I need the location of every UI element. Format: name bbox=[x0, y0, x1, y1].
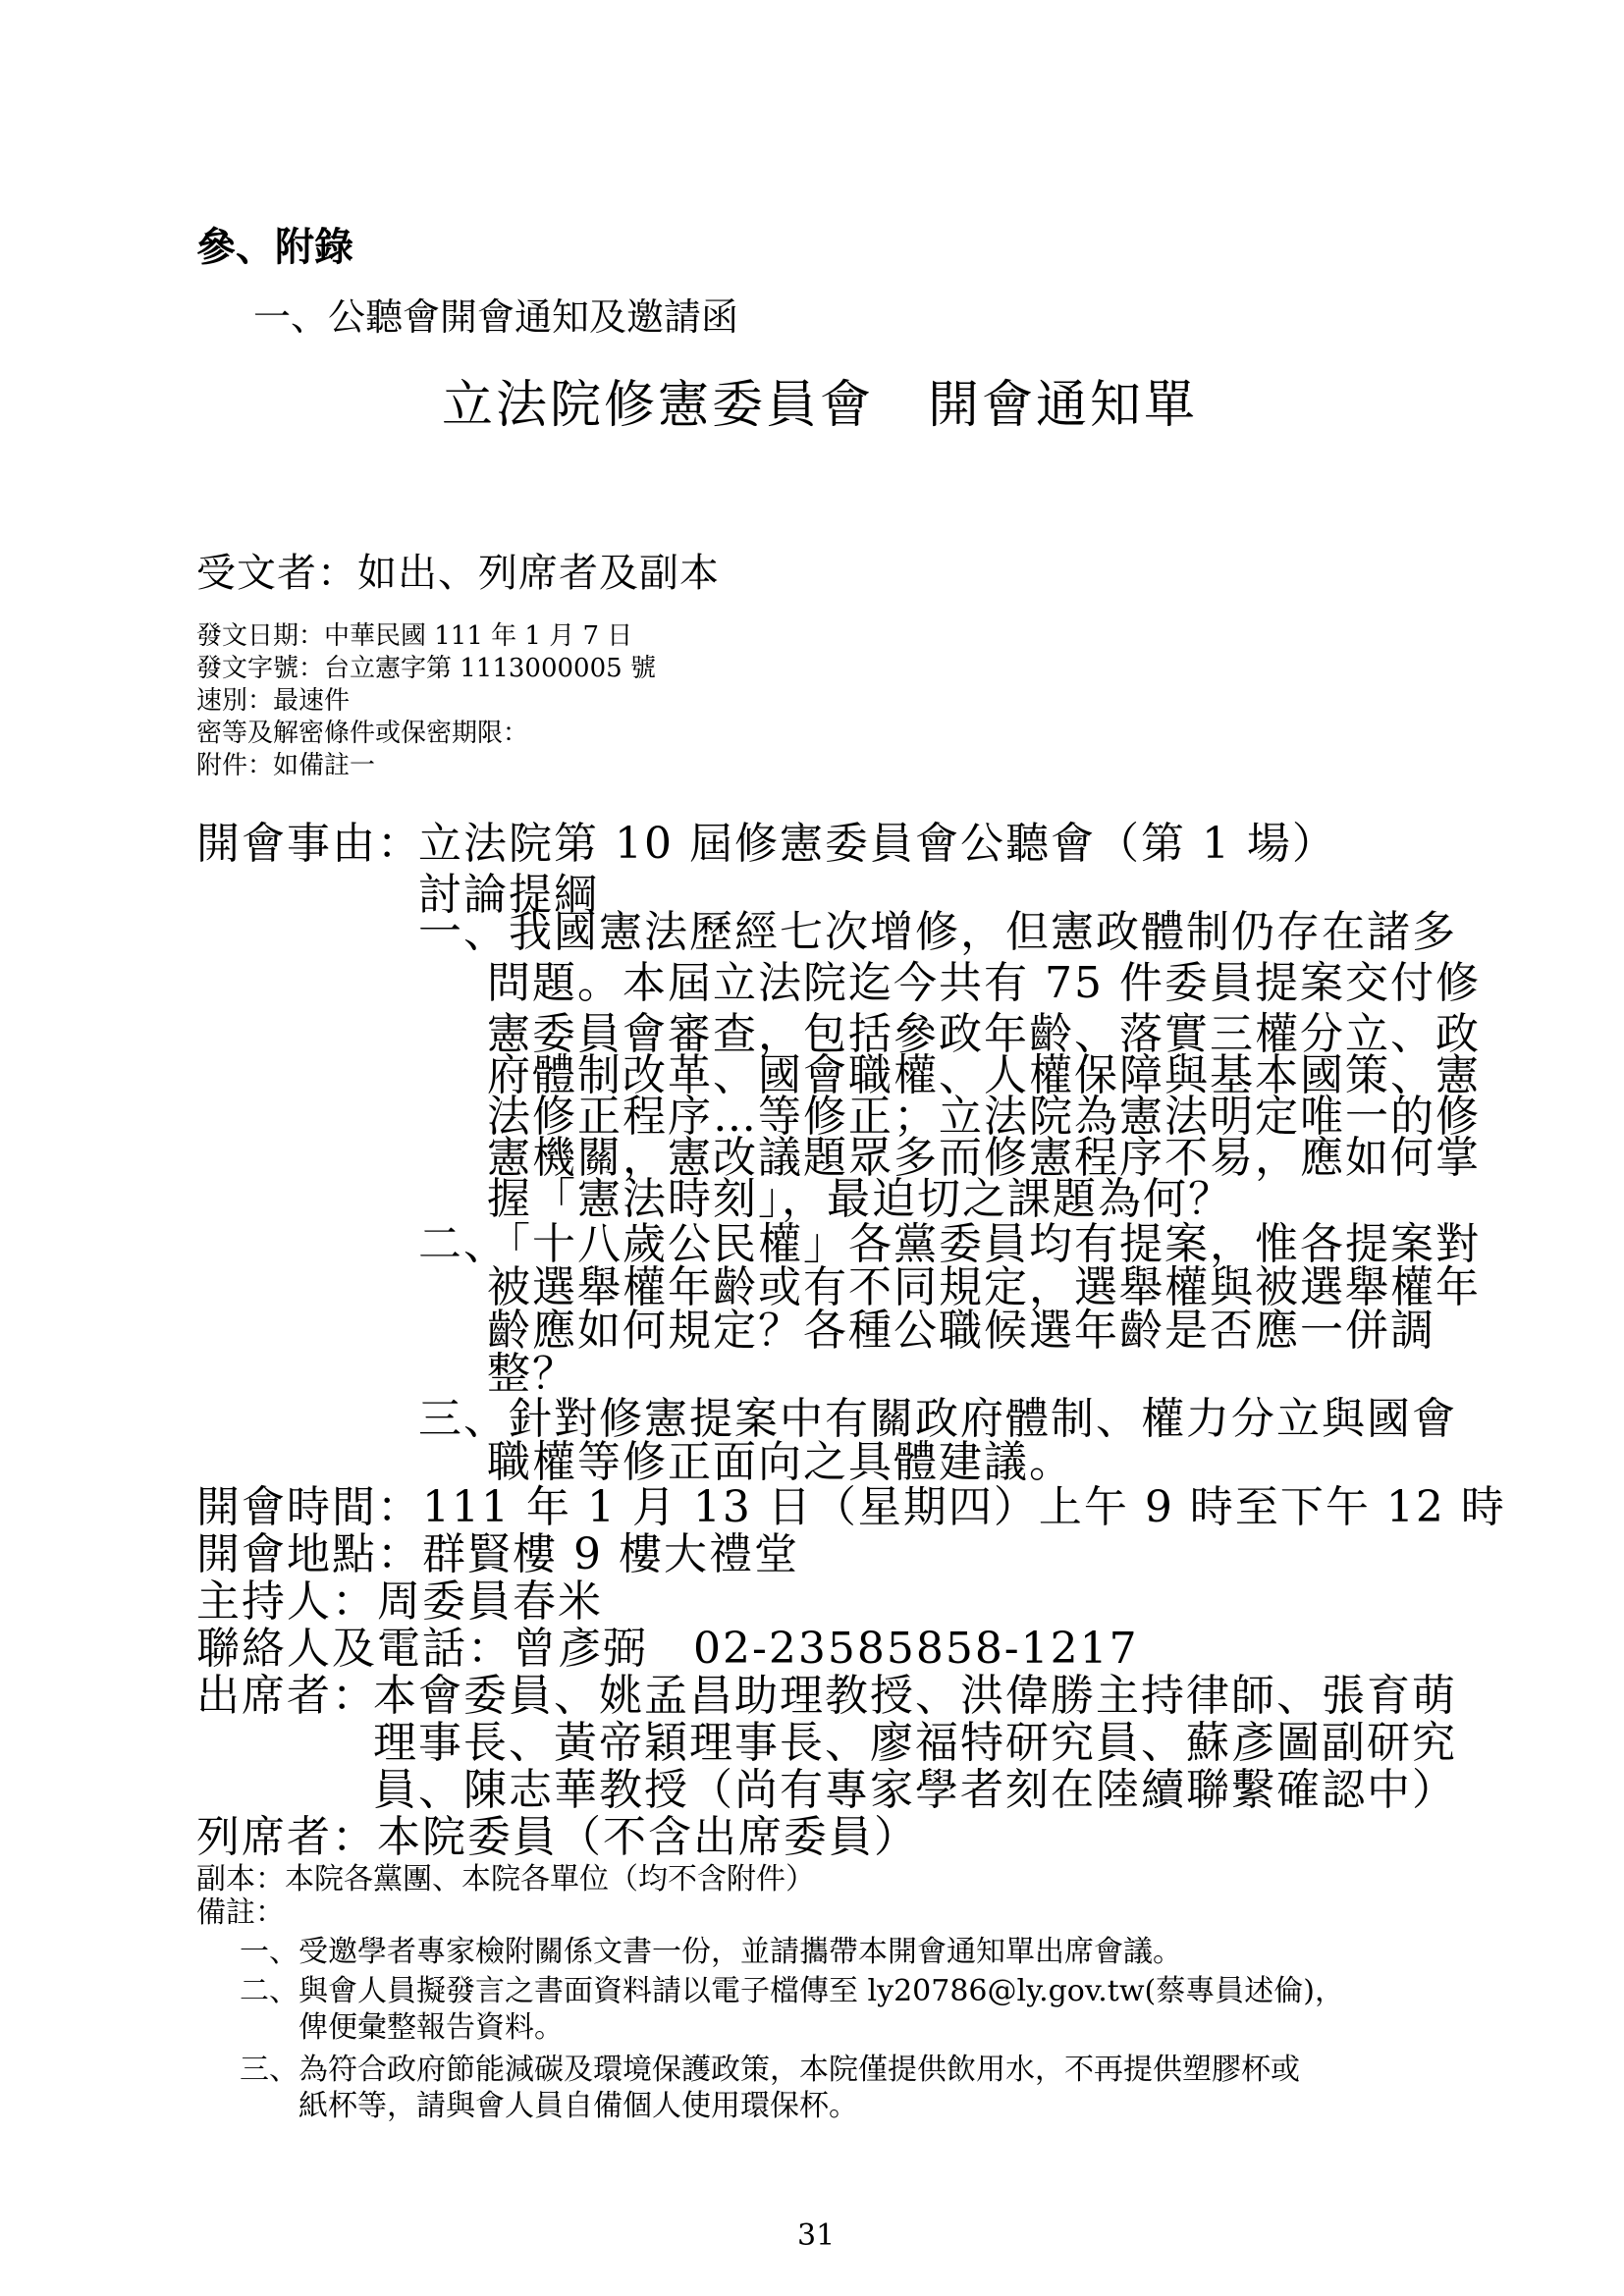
remark-number: 二、 bbox=[240, 1974, 298, 2008]
meeting-place: 開會地點：群賢樓 9 樓大禮堂 bbox=[196, 1529, 799, 1579]
outline-item-1-line: 憲委員會審查，包括參政年齡、落實三權分立、政 bbox=[487, 1009, 1481, 1059]
recipient: 受文者：如出、列席者及副本 bbox=[196, 551, 720, 596]
meta-issue-date: 發文日期：中華民國 111 年 1 月 7 日 bbox=[196, 621, 633, 651]
meta-speed: 速別：最速件 bbox=[196, 686, 351, 716]
reason-label: 開會事由： bbox=[196, 819, 422, 869]
outline-item-3-line: 職權等修正面向之具體建議。 bbox=[487, 1437, 1074, 1487]
outline-item-number: 二、 bbox=[418, 1219, 509, 1269]
meta-attachment: 附件：如備註一 bbox=[196, 751, 376, 780]
attendees-line: 員、陳志華教授（尚有專家學者刻在陸續聯繫確認中） bbox=[373, 1765, 1457, 1815]
outline-title: 討論提綱 bbox=[418, 870, 599, 920]
remark-text: 與會人員擬發言之書面資料請以電子檔傳至 ly20786@ly.gov.tw(蔡專員述倫)， bbox=[298, 1974, 1344, 2008]
subheading: 一、公聽會開會通知及邀請函 bbox=[253, 295, 739, 339]
remark-item-3 bbox=[240, 2052, 1300, 2088]
meta-doc-number: 發文字號：台立憲字第 1113000005 號 bbox=[196, 654, 656, 683]
remarks-label: 備註： bbox=[196, 1896, 285, 1930]
outline-item-1-line: 法修正程序…等修正；立法院為憲法明定唯一的修 bbox=[487, 1092, 1481, 1142]
contact: 聯絡人及電話：曾彥弼 02-23585858-1217 bbox=[196, 1624, 1139, 1674]
outline-item-1-line: 握「憲法時刻」，最迫切之課題為何？ bbox=[487, 1174, 1233, 1224]
outline-item-text: 「十八歲公民權」各黨委員均有提案，惟各提案對 bbox=[509, 1219, 1481, 1269]
section-heading: 參、附錄 bbox=[196, 225, 353, 270]
remark-item-2 bbox=[240, 1973, 1344, 2009]
remark-text: 受邀學者專家檢附關係文書一份，並請攜帶本開會通知單出席會議。 bbox=[298, 1935, 1182, 1969]
outline-item-2-line: 被選舉權年齡或有不同規定，選舉權與被選舉權年 bbox=[487, 1262, 1481, 1312]
outline-item-1-line: 問題。本屆立法院迄今共有 75 件委員提案交付修 bbox=[487, 958, 1481, 1008]
attendees-line: 理事長、黃帝穎理事長、廖福特研究員、蘇彥圖副研究 bbox=[373, 1718, 1457, 1768]
remark-text: 為符合政府節能減碳及環境保護政策，本院僅提供飲用水，不再提供塑膠杯或 bbox=[298, 2053, 1300, 2087]
meeting-time: 開會時間：111 年 1 月 13 日（星期四）上午 9 時至下午 12 時 bbox=[196, 1482, 1506, 1532]
outline-item-2-line: 齡應如何規定？各種公職候選年齡是否應一併調 bbox=[487, 1306, 1435, 1356]
outline-item-text: 針對修憲提案中有關政府體制、權力分立與國會 bbox=[509, 1394, 1457, 1444]
chair: 主持人：周委員春米 bbox=[196, 1576, 603, 1627]
outline-item-number: 一、 bbox=[418, 907, 509, 957]
outline-item-text: 我國憲法歷經七次增修，但憲政體制仍存在諸多 bbox=[509, 907, 1457, 957]
outline-item-1 bbox=[418, 907, 1457, 958]
outline-item-number: 三、 bbox=[418, 1394, 509, 1444]
remark-item-1 bbox=[240, 1934, 1182, 1970]
document-title: 立法院修憲委員會 開會通知單 bbox=[442, 376, 1199, 435]
attendees-label: 出席者： bbox=[196, 1671, 377, 1721]
copy-recipients: 副本：本院各黨團、本院各單位（均不含附件） bbox=[196, 1862, 815, 1896]
meta-block bbox=[196, 620, 656, 782]
outline-item-1-line: 府體制改革、國會職權、人權保障與基本國策、憲 bbox=[487, 1050, 1481, 1100]
remark-item-2-line: 俾便彙整報告資料。 bbox=[298, 2010, 564, 2045]
page-number: 31 bbox=[797, 2218, 836, 2253]
reason-line: 立法院第 10 屆修憲委員會公聽會（第 1 場） bbox=[418, 819, 1337, 869]
outline-item-1-line: 憲機關，憲改議題眾多而修憲程序不易，應如何掌 bbox=[487, 1133, 1481, 1183]
outline-item-2-line: 整？ bbox=[487, 1349, 577, 1399]
meta-classification: 密等及解密條件或保密期限： bbox=[196, 719, 529, 748]
observers: 列席者：本院委員（不含出席委員） bbox=[196, 1812, 919, 1862]
remark-number: 一、 bbox=[240, 1935, 298, 1969]
attendees-line: 本會委員、姚孟昌助理教授、洪偉勝主持律師、張育萌 bbox=[373, 1671, 1457, 1721]
remark-number: 三、 bbox=[240, 2053, 298, 2087]
remark-item-3-line: 紙杯等，請與會人員自備個人使用環保杯。 bbox=[298, 2089, 858, 2123]
